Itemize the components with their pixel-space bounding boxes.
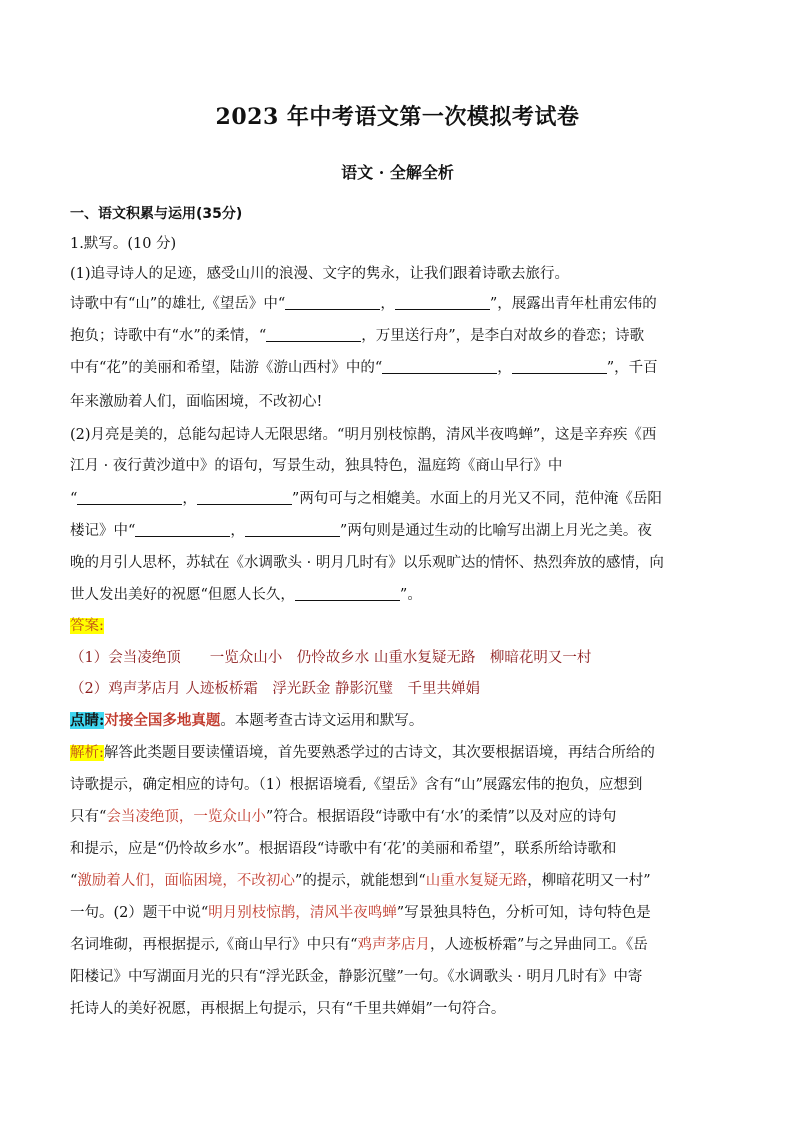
dianjing-line: 点睛:对接全国多地真题。本题考查古诗文运用和默写。 xyxy=(70,712,424,729)
question-part1-intro: (1)追寻诗人的足迹，感受山川的浪漫、文字的隽永，让我们跟着诗歌去旅行。 xyxy=(70,266,570,282)
question-line: 江月 · 夜行黄沙道中》的语句，写景生动，独具特色，温庭筠《商山早行》中 xyxy=(70,458,563,474)
question-part2-intro: (2)月亮是美的，总能勾起诗人无限思绪。“明月别枝惊鹊，清风半夜鸣蝉”，这是辛弃疾《西 xyxy=(70,427,657,443)
question-line: 诗歌中有“山”的雄壮,《望岳》中“ ， ”，展露出青年杜甫宏伟的 xyxy=(70,289,725,319)
answer-blank[interactable] xyxy=(77,488,182,505)
question-line: 楼记》中“ ， ”两句则是通过生动的比喻写出湖上月光之美。夜 xyxy=(70,516,725,546)
question-line: 抱负；诗歌中有“水”的柔情，“ ，万里送行舟”，是李白对故乡的眷恋；诗歌 xyxy=(70,321,725,351)
question-line: 中有“花”的美丽和希望，陆游《游山西村》中的“ ， ”，千百 xyxy=(70,353,725,383)
answer-blank[interactable] xyxy=(135,520,230,537)
question-line: 世人发出美好的祝愿“但愿人长久， ”。 xyxy=(70,580,725,610)
analysis-line: 一句。(2）题干中说“明月别枝惊鹊，清风半夜鸣蝉”写景独具特色，分析可知，诗句特色是 xyxy=(70,905,651,921)
analysis-line: 托诗人的美好祝愿，再根据上句提示，只有“千里共婵娟”一句符合。 xyxy=(70,1001,506,1017)
question-line: 年来激励着人们，面临困境，不改初心! xyxy=(70,394,323,410)
analysis-line: 解析:解答此类题目要读懂语境，首先要熟悉学过的古诗文，其次要根据语境，再结合所给的 xyxy=(70,745,655,761)
analysis-line: 只有“会当凌绝顶，一览众山小”符合。根据语段“诗歌中有‘水’的柔情”以及对应的诗句 xyxy=(70,809,617,825)
answer-blank[interactable] xyxy=(285,293,380,310)
analysis-line: “激励着人们，面临困境，不改初心”的提示，就能想到“山重水复疑无路，柳暗花明又一村” xyxy=(70,873,651,889)
question-line: 晚的月引人思杯，苏轼在《水调歌头 · 明月几时有》以乐观旷达的情怀、热烈奔放的感情，向 xyxy=(70,555,664,571)
question-line: “ ， ”两句可与之相媲美。水面上的月光又不同，范仲淹《岳阳 xyxy=(70,484,725,514)
analysis-line: 名词堆砌，再根据提示,《商山早行》中只有“鸡声茅店月，人迹板桥霜”与之异曲同工。《岳 xyxy=(70,937,648,953)
analysis-line: 阳楼记》中写湖面月光的只有“浮光跃金，静影沉璧”一句。《水调歌头 · 明月几时有》中寄 xyxy=(70,969,643,985)
question-label: 1.默写。(10 分) xyxy=(70,236,177,252)
page-subtitle: 语文 · 全解全析 xyxy=(341,163,454,182)
answer-blank[interactable] xyxy=(512,357,607,374)
section-heading: 一、语文积累与运用(35分) xyxy=(70,206,243,222)
answer-blank[interactable] xyxy=(295,584,400,601)
answer-blank[interactable] xyxy=(245,520,340,537)
answer-blank[interactable] xyxy=(382,357,497,374)
answer-line-1: （1）会当凌绝顶 一览众山小 仍怜故乡水 山重水复疑无路 柳暗花明又一村 xyxy=(70,650,592,666)
page-title: 2023 年中考语文第一次模拟考试卷 xyxy=(215,104,580,130)
analysis-label: 解析: xyxy=(70,745,104,761)
answer-blank[interactable] xyxy=(266,325,361,342)
answer-label: 答案: xyxy=(70,618,104,634)
dianjing-label: 点睛: xyxy=(70,712,105,729)
answer-label-line xyxy=(70,611,725,641)
answer-blank[interactable] xyxy=(197,488,292,505)
answer-line-2: （2）鸡声茅店月 人迹板桥霜 浮光跃金 静影沉璧 千里共婵娟 xyxy=(70,681,480,697)
answer-blank[interactable] xyxy=(395,293,490,310)
dianjing-bold: 对接全国多地真题 xyxy=(104,712,221,729)
analysis-line: 诗歌提示，确定相应的诗句。（1）根据语境看,《望岳》含有“山”展露宏伟的抱负，应想到 xyxy=(70,777,643,793)
analysis-line: 和提示，应是“仍怜故乡水”。根据语段“诗歌中有‘花’的美丽和希望”，联系所给诗歌和 xyxy=(70,841,617,857)
